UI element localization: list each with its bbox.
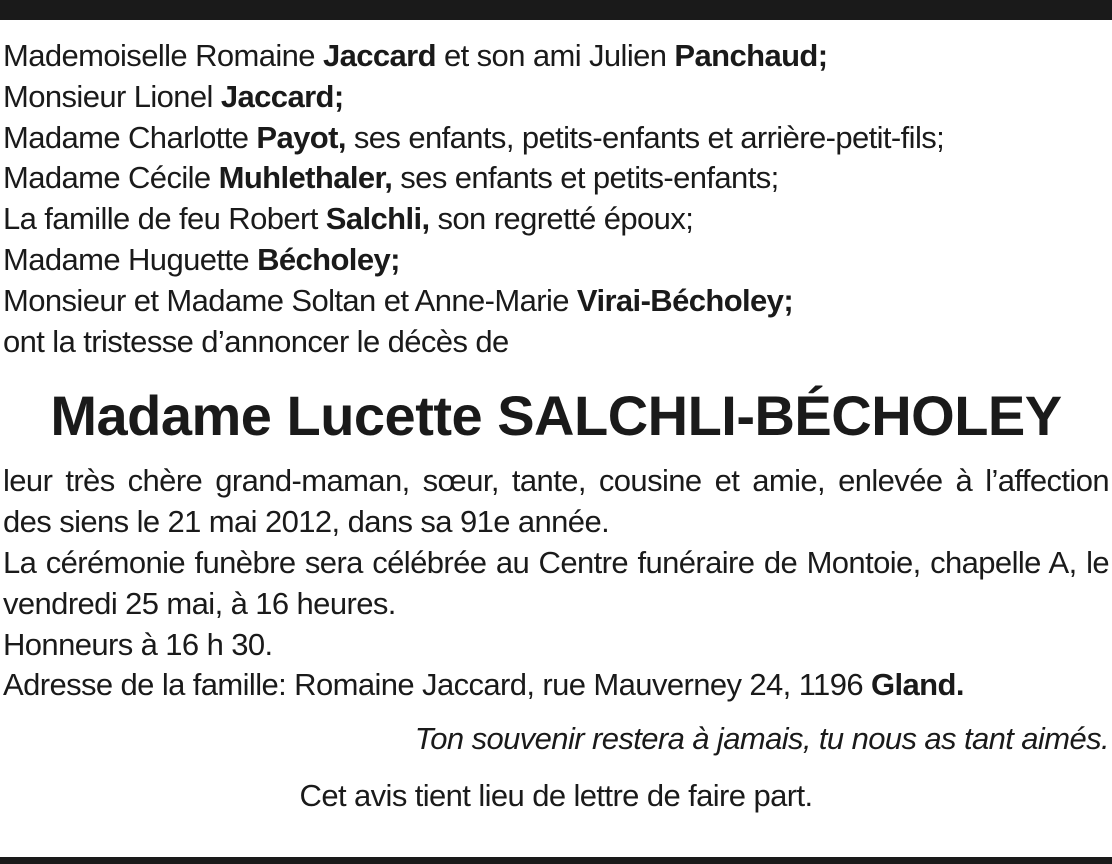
family-line [3, 36, 1109, 77]
ceremony-paragraph: La cérémonie funèbre sera célébrée au Centre funéraire de Montoie, chapelle A, le vendredi 25 mai, à 16 heures. [3, 544, 1109, 621]
honors-line: Honneurs à 16 h 30. [3, 626, 273, 662]
family-member-text: son regretté époux; [429, 201, 694, 237]
family-member-surname: Bécholey; [257, 241, 400, 277]
address-city: Gland. [870, 667, 964, 703]
family-member-surname: Salchli, [325, 201, 430, 237]
family-member-text: Mademoiselle Romaine [3, 38, 323, 73]
family-line [3, 240, 1109, 281]
family-member-text: Madame Huguette [3, 241, 258, 277]
family-member-surname: Virai-Bécholey; [576, 282, 794, 318]
family-member-surname: Jaccard; [220, 78, 344, 114]
memorial-quote: Ton souvenir restera à jamais, tu nous as tant aimés. [414, 721, 1109, 757]
family-line [3, 118, 1109, 159]
family-line [3, 281, 1109, 322]
family-member-text: Madame Charlotte [3, 119, 257, 155]
notice-footer: Cet avis tient lieu de lettre de faire part. [299, 777, 813, 813]
family-line [3, 158, 1109, 199]
top-border-rule [0, 0, 1112, 20]
family-line [3, 77, 1109, 118]
family-member-text: La famille de feu Robert [3, 201, 326, 237]
death-notice [3, 36, 1109, 817]
family-line [3, 199, 1109, 240]
family-member-text: ses enfants, petits-enfants et arrière-petit-fils; [345, 119, 945, 155]
family-member-surname: Panchaud; [674, 38, 828, 73]
family-member-text: et son ami Julien [435, 38, 675, 73]
family-member-text: Madame Cécile [3, 160, 219, 196]
family-member-text: Monsieur et Madame Soltan et Anne-Marie [3, 282, 577, 318]
family-member-text: Monsieur Lionel [3, 78, 221, 114]
family-list [3, 36, 1109, 322]
address-text: Adresse de la famille: Romaine Jaccard, rue Mauverney 24, 1196 [3, 667, 871, 703]
family-member-surname: Muhlethaler, [218, 160, 393, 196]
bottom-border-rule [0, 857, 1112, 864]
family-member-surname: Payot, [256, 119, 346, 155]
announcement-intro: ont la tristesse d’annoncer le décès de [3, 323, 509, 359]
family-address [3, 665, 1109, 706]
tribute-paragraph: leur très chère grand-maman, sœur, tante, cousine et amie, enlevée à l’affection des siens le 21 mai 2012, dans sa 91e année. [3, 463, 1109, 540]
family-member-text: ses enfants et petits-enfants; [392, 160, 779, 196]
deceased-name-heading: Madame Lucette SALCHLI-BÉCHOLEY [50, 384, 1062, 448]
family-member-surname: Jaccard [322, 38, 436, 73]
